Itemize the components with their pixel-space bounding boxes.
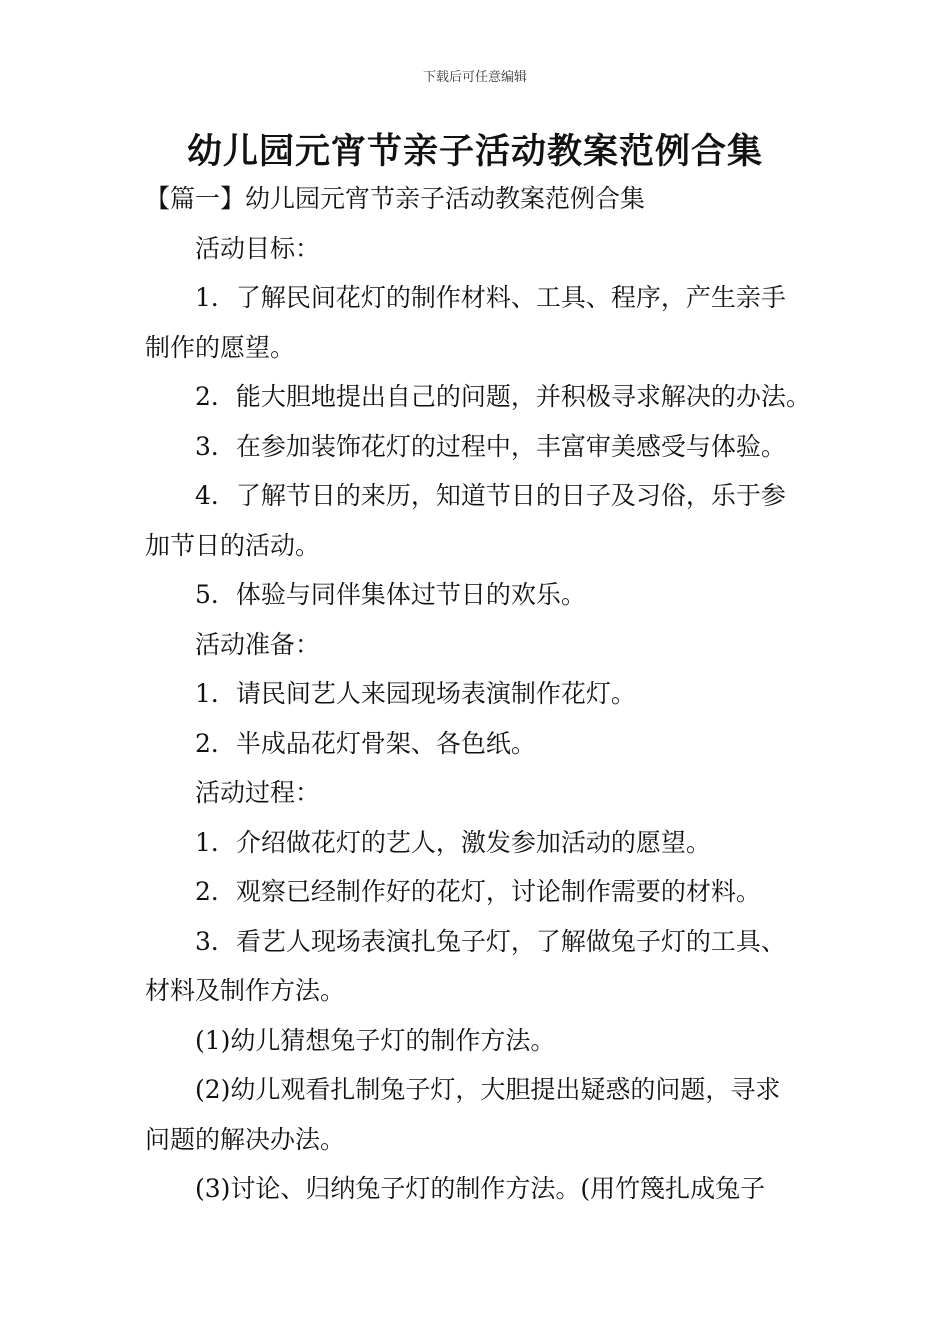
paragraph-line: 3．在参加装饰花灯的过程中，丰富审美感受与体验。: [195, 431, 786, 461]
paragraph-line: 2．半成品花灯骨架、各色纸。: [195, 728, 536, 758]
paragraph-line: 2．观察已经制作好的花灯，讨论制作需要的材料。: [195, 877, 761, 906]
paragraph-line: 制作的愿望。: [145, 332, 296, 362]
paragraph-line: 问题的解决办法。: [145, 1124, 346, 1154]
paragraph-line: 5．体验与同伴集体过节日的欢乐。: [195, 580, 586, 609]
paragraph-line: 2．能大胆地提出自己的问题，并积极寻求解决的办法。: [195, 382, 811, 411]
paragraph-line: (3)讨论、归纳兔子灯的制作方法。(用竹篾扎成兔子: [195, 1174, 766, 1203]
document-body: [145, 179, 810, 1219]
paragraph-line: (1)幼儿猜想兔子灯的制作方法。: [195, 1025, 556, 1055]
section-heading: 【篇一】幼儿园元宵节亲子活动教案范例合集: [145, 184, 646, 213]
paragraph-line: 加节日的活动。: [145, 530, 321, 560]
paragraph-line: 活动目标：: [195, 233, 321, 263]
page-header-note: 下载后可任意编辑: [422, 70, 527, 85]
paragraph-line: (2)幼儿观看扎制兔子灯，大胆提出疑惑的问题，寻求: [195, 1075, 781, 1104]
paragraph-line: 4．了解节日的来历，知道节日的日子及习俗，乐于参: [195, 481, 786, 510]
paragraph-line: 1．了解民间花灯的制作材料、工具、程序，产生亲手: [195, 283, 786, 312]
document-title: 幼儿园元宵节亲子活动教案范例合集: [186, 131, 763, 172]
paragraph-line: 活动准备：: [195, 629, 321, 659]
paragraph-line: 3．看艺人现场表演扎兔子灯，了解做兔子灯的工具、: [195, 926, 786, 956]
paragraph-line: 1．介绍做花灯的艺人，激发参加活动的愿望。: [195, 827, 711, 857]
paragraph-line: 活动过程：: [195, 778, 321, 807]
paragraph-line: 材料及制作方法。: [145, 976, 346, 1005]
paragraph-line: 1．请民间艺人来园现场表演制作花灯。: [195, 679, 636, 708]
